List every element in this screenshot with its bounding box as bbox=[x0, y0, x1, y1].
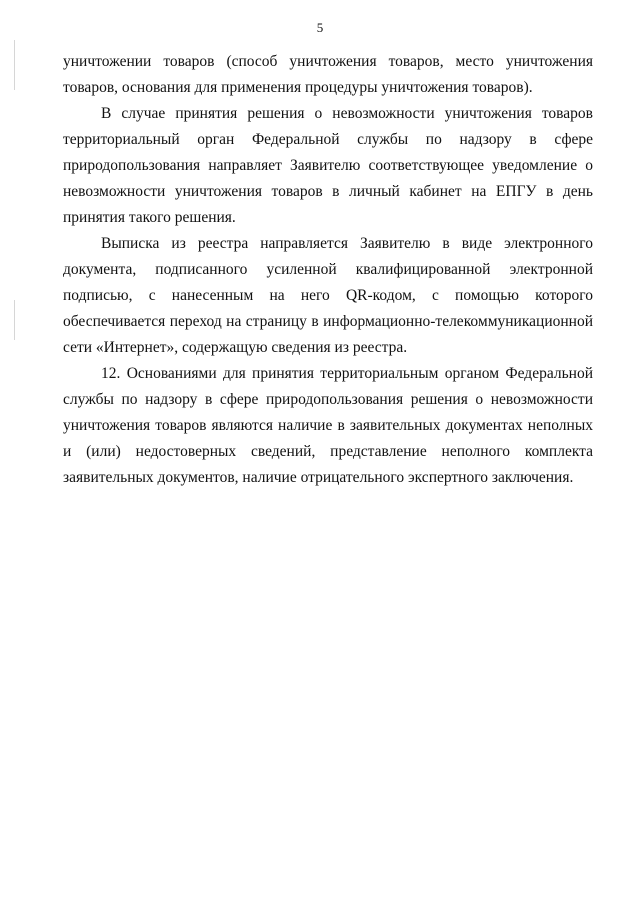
paragraph-refusal-notice: В случае принятия решения о невозможности уничтожения товаров территориальный орган Федеральной службы по надзору в сфере природопользования направляет Заявителю соответствующее уведомление о невозможности уничтожения товаров в личный кабинет на ЕПГУ в день принятия такого решения. bbox=[63, 105, 593, 226]
paragraph-continuation: уничтожении товаров (способ уничтожения товаров, место уничтожения товаров, основания для применения процедуры уничтожения товаров). bbox=[63, 53, 593, 96]
scan-edge-mark bbox=[14, 300, 15, 340]
scan-edge-mark bbox=[14, 40, 15, 90]
page-number: 5 bbox=[316, 20, 324, 35]
paragraph-clause-12: 12. Основаниями для принятия территориальным органом Федеральной службы по надзору в сфере природопользования решения о невозможности уничтожения товаров являются наличие в заявительных документах неполных и (или) недостоверных сведений, представление неполного комплекта заявительных документов, наличие отрицательного экспертного заключения. bbox=[63, 365, 593, 486]
document-body bbox=[63, 49, 593, 491]
paragraph-registry-extract: Выписка из реестра направляется Заявителю в виде электронного документа, подписанного усиленной квалифицированной электронной подписью, с нанесенным на него QR-кодом, с помощью которого обеспечивается переход на страницу в информационно-телекоммуникационной сети «Интернет», содержащую сведения из реестра. bbox=[63, 235, 593, 356]
